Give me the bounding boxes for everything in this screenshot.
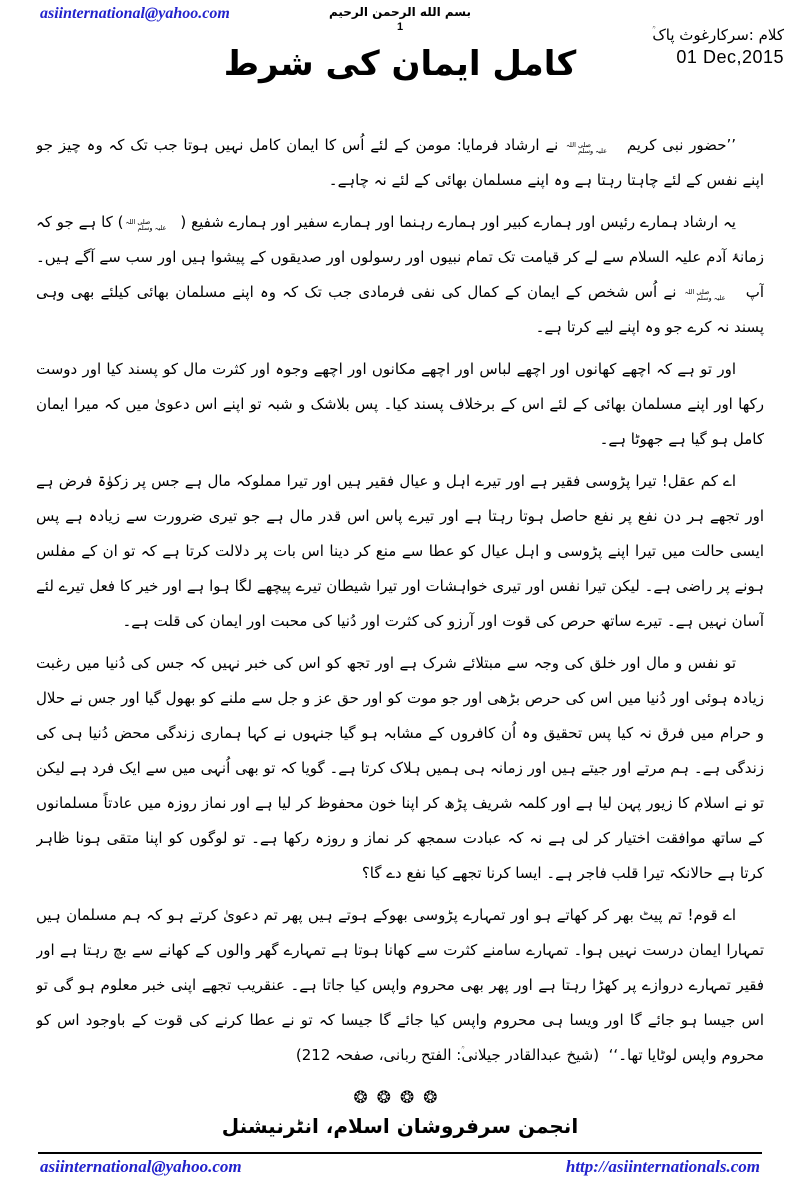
ornament-divider: ❂❂❂❂ xyxy=(353,1088,447,1108)
date-text: 01 Dec,2015 xyxy=(676,47,784,67)
article-body xyxy=(36,128,764,1085)
paragraph-1: ’’حضور نبی کریم صلی اللہ علیہ وسلم نے ارشاد فرمایا: مومن کے لئے اُس کا ایمان کامل نہیں ہوتا جب تک کہ وہ چیز جو اپنے نفس کے لئے چاہتا رہتا ہے وہ اپنے مسلمان بھائی کے لئے نہ چاہے۔ xyxy=(36,136,764,189)
citation-reference: (شیخ عبدالقادر جیلانی: الفتح ربانی، صفحہ 212) xyxy=(295,1046,600,1064)
page-number: 1 xyxy=(396,21,404,33)
bismillah-text: بسم الله الرحمن الرحيم xyxy=(328,5,472,19)
paragraph-5: تو نفس و مال اور خلق کی وجہ سے مبتلائے شرک ہے اور تجھ کو اس کی خبر نہیں کہ جس کی دُنیا میں رغبت زیادہ ہوئی اور دُنیا میں اس کی حرص بڑھی اور جو موت کو اور حق عز و جل سے ملنے کو بھول گیا اور جس نے حلال و حرام میں فرق نہ کیا پس تحقیق وہ اُن کافروں کے مشابہ ہو گیا جنہوں نے کہا ہماری زندگی محض دُنیا ہی کی زندگی ہے۔ ہم مرتے اور جیتے ہیں اور زمانہ ہی ہمیں ہلاک کرتا ہے۔ گویا کہ تو بھی اُنہی میں سے ایک فرد ہے لیکن تو نے اسلام کا زیور پہن لیا ہے اور کلمہ شریف پڑھ کر اپنا خون محفوظ کر لیا ہے اور نماز روزہ میں عادتاً مسلمانوں کے ساتھ موافقت اختیار کر لی ہے نہ کہ عبادت سمجھ کر نماز و روزہ رکھا ہے۔ تو لوگوں کو اپنا متقی ہونا ظاہر کرتا ہے حالانکہ تیرا قلب فاجر ہے۔ ایسا کرنا تجھے کیا نفع دے گا؟ xyxy=(36,654,764,882)
paragraph-4: اے کم عقل! تیرا پڑوسی فقیر ہے اور تیرے اہل و عیال فقیر ہیں اور تیرا مملوکہ مال ہے جس پر زکوٰۃ فرض ہے اور تجھے ہر دن نفع پر نفع حاصل ہوتا رہتا ہے اور تیرے پاس اس قدر مال ہے جو تیری ضرورت سے زیادہ ہے پس ایسی حالت میں تیرا اپنے پڑوسی و اہل عیال کو عطا سے منع کر دینا اس بات پر دلالت کرتا ہے کہ تو ان کے مفلس ہونے پر راضی ہے۔ لیکن تیرا نفس اور تیری خواہشات اور تیرا شیطان تیرے پیچھے لگا ہوا ہے اور خیر کا فعل تیرے لئے آسان نہیں ہے۔ تیرے ساتھ حرص کی قوت اور آرزو کی کثرت اور دُنیا کی محبت اور ایمان کی قلت ہے۔ xyxy=(36,472,764,630)
footer-divider xyxy=(38,1152,762,1154)
organization-name: انجمن سرفروشان اسلام، انٹرنیشنل xyxy=(221,1114,579,1138)
paragraph-6-text: اے قوم! تم پیٹ بھر کر کھاتے ہو اور تمہارے پڑوسی بھوکے ہوتے ہیں پھر تم دعویٰ کرتے ہو کہ ہم مسلمان ہیں تمہارا ایمان درست نہیں ہوا۔ تمہارے سامنے کثرت سے کھانا ہوتا ہے تمہارے گھر والوں کے کھانے سے بچ رہتا ہے اور فقیر تمہارے دروازے پر کھڑا رہتا ہے اور پھر بھی محروم واپس کیا جاتا ہے۔ عنقریب تجھے اپنی خبر معلوم ہو گی تو اس جیسا ہو جائے گا اور ویسا ہی محروم واپس کیا جائے گا جیسا کہ تو نے عطا کرنے کی قوت کے باوجود اس کو محروم واپس لوٹایا تھا۔‘‘ xyxy=(36,906,764,1064)
paragraph-2: یہ ارشاد ہمارے رئیس اور ہمارے کبیر اور ہمارے رہنما اور ہمارے سفیر اور ہمارے شفیع (صلی اللہ علیہ وسلم) کا ہے جو کہ زمانۂ آدم علیہ السلام سے لے کر قیامت تک تمام نبیوں اور رسولوں اور صدیقوں کے پیشوا ہیں اور سب سے آگے ہیں۔ آپ صلی اللہ علیہ وسلم نے اُس شخص کے ایمان کے کمال کی نفی فرمادی جب تک کہ وہ اپنے مسلمان بھائی کیلئے بھی وہی پسند نہ کرے جو وہ اپنے لیے کرتا ہے۔ xyxy=(36,213,764,336)
kalam-attribution: کلام :سرکارغوث پاک xyxy=(652,26,784,44)
page-title: کامل ایمان کی شرط xyxy=(223,44,577,84)
footer-links xyxy=(40,1157,760,1177)
footer-website-link[interactable]: http://asiinternationals.com xyxy=(565,1157,760,1176)
footer-email-link[interactable]: asiinternational@yahoo.com xyxy=(40,1157,242,1176)
paragraph-3: اور تو ہے کہ اچھے کھانوں اور اچھے لباس اور اچھے مکانوں اور اچھے وجوہ اور کثرت مال کو پسند کیا اور دوست رکھا اور اپنے مسلمان بھائی کے لئے اس کے برخلاف پسند کیا۔ پس بلاشک و شبہ تو اپنے اس دعویٰ میں کہ میرا ایمان کامل ہو گیا ہے جھوٹا ہے۔ xyxy=(36,360,764,448)
header-email-link[interactable]: asiinternational@yahoo.com xyxy=(40,5,230,22)
paragraph-6 xyxy=(36,898,764,1073)
